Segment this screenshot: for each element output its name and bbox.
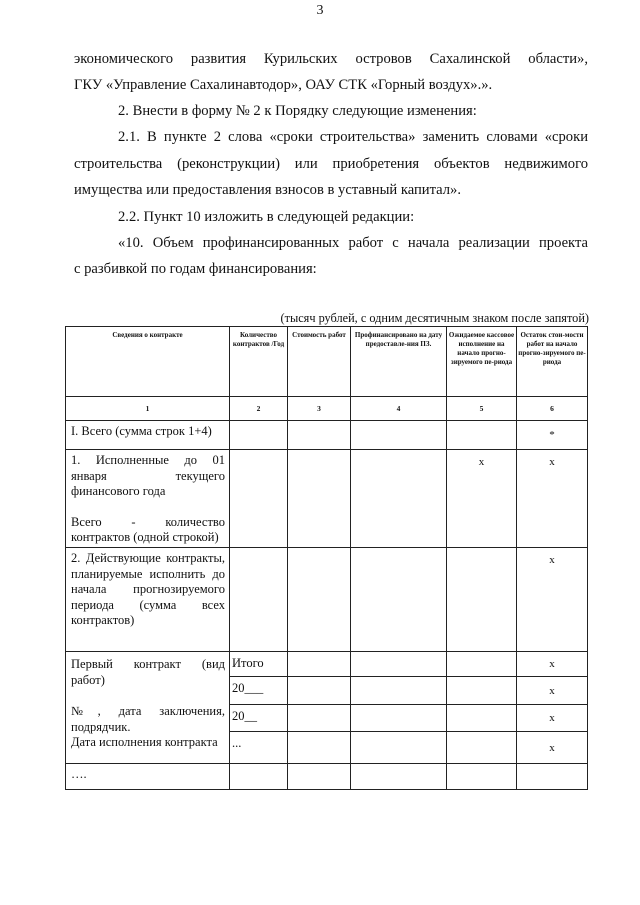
table-row	[66, 421, 588, 450]
column-number: 6	[517, 397, 588, 421]
header-row	[66, 327, 588, 397]
header-cell: Профинансировано на дату предоставле-ния ПЗ.	[351, 327, 447, 397]
header-cell: Ожидаемое кассовое исполнение на начало прогно-зируемого пе-риода	[447, 327, 517, 397]
column-number: 1	[66, 397, 230, 421]
table-row	[66, 652, 588, 677]
units-note: (тысяч рублей, с одним десятичным знаком после запятой)	[280, 311, 589, 325]
first-contract-line1: Первый контракт (вид	[71, 657, 225, 671]
paragraph-line: строительства (реконструкции) или приобретения объектов недвижимого	[74, 156, 588, 172]
column-number: 5	[447, 397, 517, 421]
ellipsis-cell: ...	[230, 732, 288, 764]
paragraph-line: экономического развития Курильских островов Сахалинской области»,	[74, 51, 588, 67]
page-number: 3	[316, 3, 324, 18]
header-cell: Остаток стои-мости работ на начало прогно-зируемого пе-риода	[517, 327, 588, 397]
year-mark: x	[517, 677, 588, 705]
row-label-total: I. Всего (сумма строк 1+4)	[66, 421, 230, 450]
active-text: 2. Действующие контракты, планируемые исполнить до начала прогнозируемого периода (сумма всех контрактов)	[71, 551, 225, 627]
paragraph-line: 2. Внести в форму № 2 к Порядку следующие изменения:	[118, 103, 477, 119]
paragraph-line: 2.2. Пункт 10 изложить в следующей редакции:	[118, 209, 415, 225]
table-row	[66, 764, 588, 790]
executed-count-text: Всего - количество контрактов (одной строкой)	[71, 514, 225, 544]
itogo-label: Итого	[230, 652, 288, 677]
header-cell: Сведения о контракте	[66, 327, 230, 397]
ellipsis-mark: x	[517, 732, 588, 764]
continuation-dots: ….	[66, 764, 230, 790]
column-number: 2	[230, 397, 288, 421]
paragraph-line: 2.1. В пункте 2 слова «сроки строительства» заменить словами «сроки	[118, 129, 588, 145]
paragraph-line: ГКУ «Управление Сахалинавтодор», ОАУ СТК «Горный воздух».».	[74, 77, 493, 93]
year-cell: 20___	[230, 677, 288, 705]
table-row	[66, 450, 588, 548]
active-mark-6: x	[517, 548, 588, 652]
executed-mark-6: x	[517, 450, 588, 548]
exec-date-text: Дата исполнения контракта	[71, 735, 218, 749]
contract-table	[65, 326, 588, 790]
total-mark: *	[517, 421, 588, 450]
header-cell: Стоимость работ	[288, 327, 351, 397]
executed-text: 1. Исполненные до 01 января текущего финансового года	[71, 453, 225, 498]
itogo-mark: x	[517, 652, 588, 677]
executed-mark-5: x	[447, 450, 517, 548]
header-cell: Количество контрактов /Год	[230, 327, 288, 397]
column-number: 3	[288, 397, 351, 421]
row-label-active	[66, 548, 230, 652]
row-label-executed	[66, 450, 230, 548]
row-label-first-contract	[66, 652, 230, 764]
first-contract-line2: работ)	[71, 672, 105, 687]
column-number: 4	[351, 397, 447, 421]
table-row	[66, 548, 588, 652]
year-mark: x	[517, 705, 588, 732]
paragraph-line: «10. Объем профинансированных работ с начала реализации проекта	[118, 235, 588, 251]
column-number-row	[66, 397, 588, 421]
paragraph-line: с разбивкой по годам финансирования:	[74, 261, 317, 277]
year-cell: 20__	[230, 705, 288, 732]
contract-number-line2: подрядчик.	[71, 719, 131, 734]
contract-number-line1: №, дата заключения,	[71, 704, 225, 718]
paragraph-line: имущества или предоставления взносов в уставный капитал».	[74, 182, 461, 198]
